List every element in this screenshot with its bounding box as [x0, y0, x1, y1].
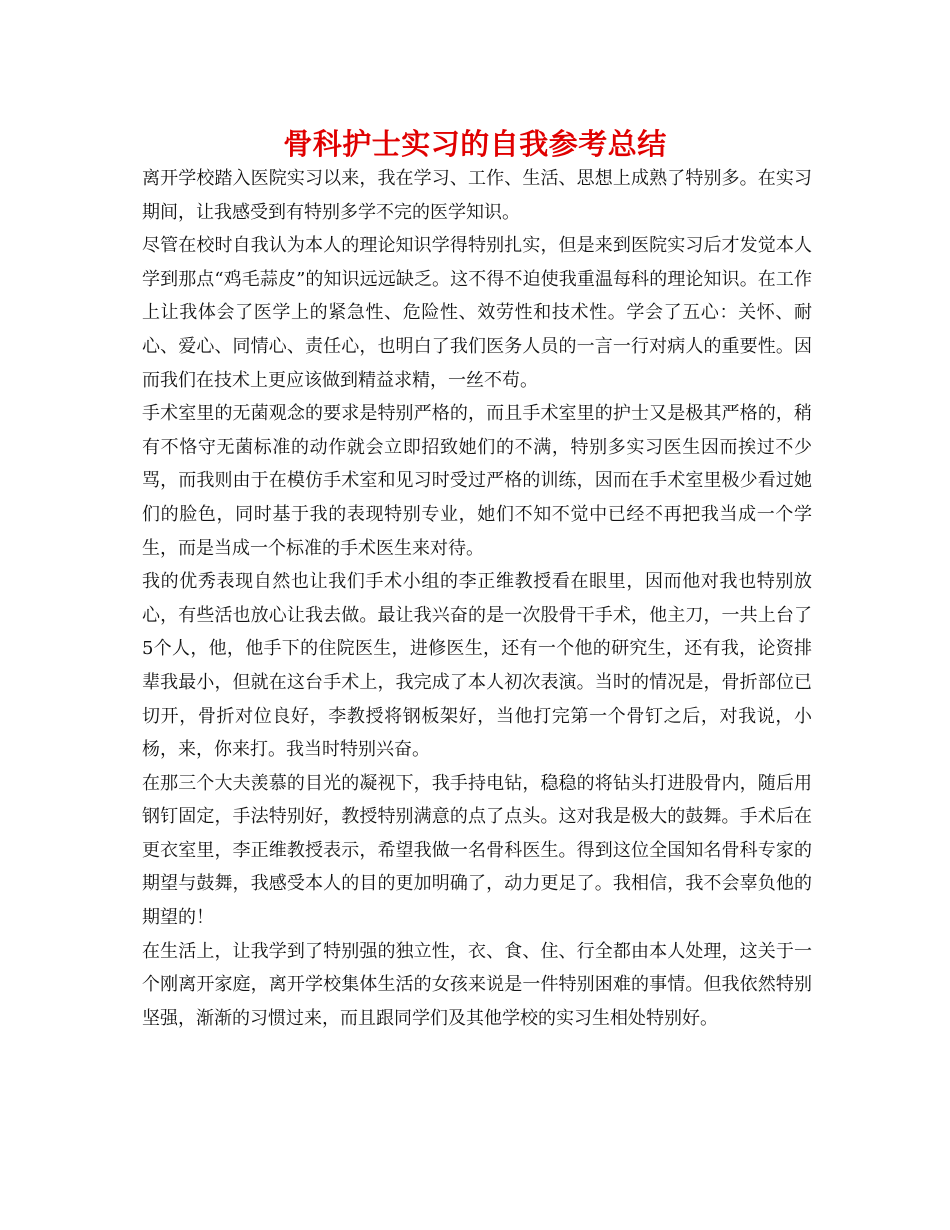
paragraph: 在生活上，让我学到了特别强的独立性，衣、食、住、行全都由本人处理，这关于一个刚离开家庭，离开学校集体生活的女孩来说是一件特别困难的事情。但我依然特别坚强，渐渐的习惯过来，而且跟同学们及其他学校的实习生相处特别好。 — [142, 940, 812, 1029]
paragraph: 我的优秀表现自然也让我们手术小组的李正维教授看在眼里，因而他对我也特别放心，有些活也放心让我去做。最让我兴奋的是一次股骨干手术，他主刀，一共上台了5个人，他，他手下的住院医生，进修医生，还有一个他的研究生，还有我，论资排辈我最小，但就在这台手术上，我完成了本人初次表演。当时的情况是，骨折部位已切开，骨折对位良好，李教授将钢板架好，当他打完第一个骨钉之后，对我说，小杨，来，你来打。我当时特别兴奋。 — [142, 571, 812, 761]
paragraph: 手术室里的无菌观念的要求是特别严格的，而且手术室里的护士又是极其严格的，稍有不恪守无菌标准的动作就会立即招致她们的不满，特别多实习医生因而挨过不少骂，而我则由于在模仿手术室和见习时受过严格的训练，因而在手术室里极少看过她们的脸色，同时基于我的表现特别专业，她们不知不觉中已经不再把我当成一个学生，而是当成一个标准的手术医生来对待。 — [142, 403, 812, 559]
paragraph: 离开学校踏入医院实习以来，我在学习、工作、生活、思想上成熟了特别多。在实习期间，让我感受到有特别多学不完的医学知识。 — [142, 168, 812, 223]
paragraph: 在那三个大夫羡慕的目光的凝视下，我手持电钻，稳稳的将钻头打进股骨内，随后用钢钉固定，手法特别好，教授特别满意的点了点头。这对我是极大的鼓舞。手术后在更衣室里，李正维教授表示，希望我做一名骨科医生。得到这位全国知名骨科专家的期望与鼓舞，我感受本人的目的更加明确了，动力更足了。我相信，我不会辜负他的期望的！ — [142, 772, 812, 929]
paragraph: 尽管在校时自我认为本人的理论知识学得特别扎实，但是来到医院实习后才发觉本人学到那点“鸡毛蒜皮”的知识远远缺乏。这不得不迫使我重温每科的理论知识。在工作上让我体会了医学上的紧急性、危险性、效劳性和技术性。学会了五心：关怀、耐心、爱心、同情心、责任心，也明白了我们医务人员的一言一行对病人的重要性。因而我们在技术上更应该做到精益求精，一丝不苟。 — [142, 235, 812, 391]
document-body — [142, 162, 812, 1035]
document-title: 骨科护士实习的自我参考总结 — [283, 127, 667, 161]
